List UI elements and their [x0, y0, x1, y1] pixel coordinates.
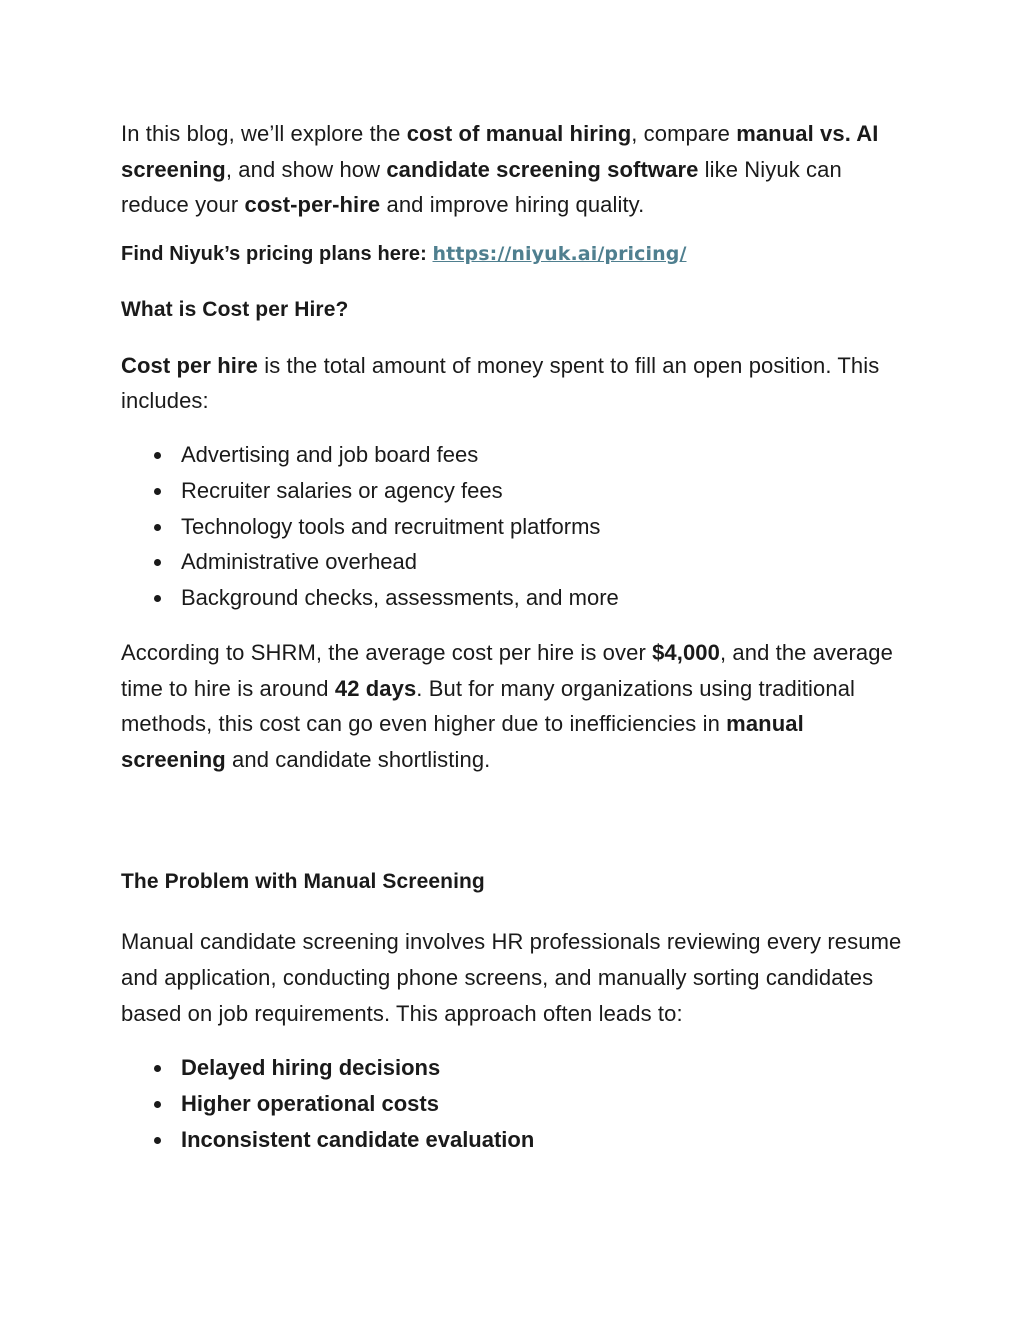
- intro-text: , compare: [631, 121, 737, 146]
- list-item: Delayed hiring decisions: [121, 1050, 911, 1086]
- intro-emphasis: candidate screening software: [386, 156, 699, 182]
- intro-text: In this blog, we’ll explore the: [121, 121, 407, 146]
- intro-paragraph: [121, 116, 911, 223]
- list-item: Inconsistent candidate evaluation: [121, 1122, 911, 1158]
- intro-emphasis: cost-per-hire: [244, 192, 381, 218]
- shrm-text: According to SHRM, the average cost per hire is over: [121, 639, 653, 665]
- cost-components-list: [121, 437, 911, 616]
- list-item: Administrative overhead: [121, 544, 911, 580]
- intro-emphasis: cost of manual hiring: [406, 121, 632, 146]
- section-heading-manual-screening: The Problem with Manual Screening: [121, 870, 485, 894]
- definition-text: is the total amount of money spent to fill an open position. This includes:: [121, 352, 880, 414]
- shrm-text: . But for many organizations using traditional methods, this cost can go even higher due to inefficiencies in: [121, 675, 856, 737]
- intro-text: , and show how: [225, 156, 387, 182]
- list-item: Advertising and job board fees: [121, 437, 911, 473]
- shrm-emphasis: 42 days: [334, 675, 417, 701]
- shrm-text: , and the average time to hire is around: [121, 639, 893, 701]
- document-page: [121, 116, 911, 1158]
- list-item: Background checks, assessments, and more: [121, 580, 911, 616]
- pricing-line: [121, 239, 911, 269]
- list-item: Technology tools and recruitment platforms: [121, 509, 911, 545]
- intro-emphasis: manual vs. AI screening: [121, 121, 879, 182]
- manual-screening-issues-list: [121, 1050, 911, 1157]
- definition-paragraph: [121, 348, 911, 419]
- definition-term: Cost per hire: [121, 352, 258, 378]
- intro-text: like Niyuk can reduce your: [121, 156, 842, 218]
- shrm-emphasis: $4,000: [652, 639, 720, 665]
- intro-text: and improve hiring quality.: [380, 192, 645, 218]
- shrm-emphasis: manual screening: [121, 711, 804, 772]
- pricing-link[interactable]: https://niyuk.ai/pricing/: [432, 242, 687, 265]
- list-item: Higher operational costs: [121, 1086, 911, 1122]
- pricing-label: Find Niyuk’s pricing plans here:: [121, 242, 433, 265]
- list-item: Recruiter salaries or agency fees: [121, 473, 911, 509]
- section-heading-cost-per-hire: What is Cost per Hire?: [121, 297, 349, 321]
- shrm-text: and candidate shortlisting.: [225, 746, 491, 772]
- shrm-paragraph: [121, 635, 911, 777]
- manual-screening-paragraph: Manual candidate screening involves HR professionals reviewing every resume and application, conducting phone screens, and manually sorting candidates based on job requirements. This approach often leads to:: [121, 929, 902, 1026]
